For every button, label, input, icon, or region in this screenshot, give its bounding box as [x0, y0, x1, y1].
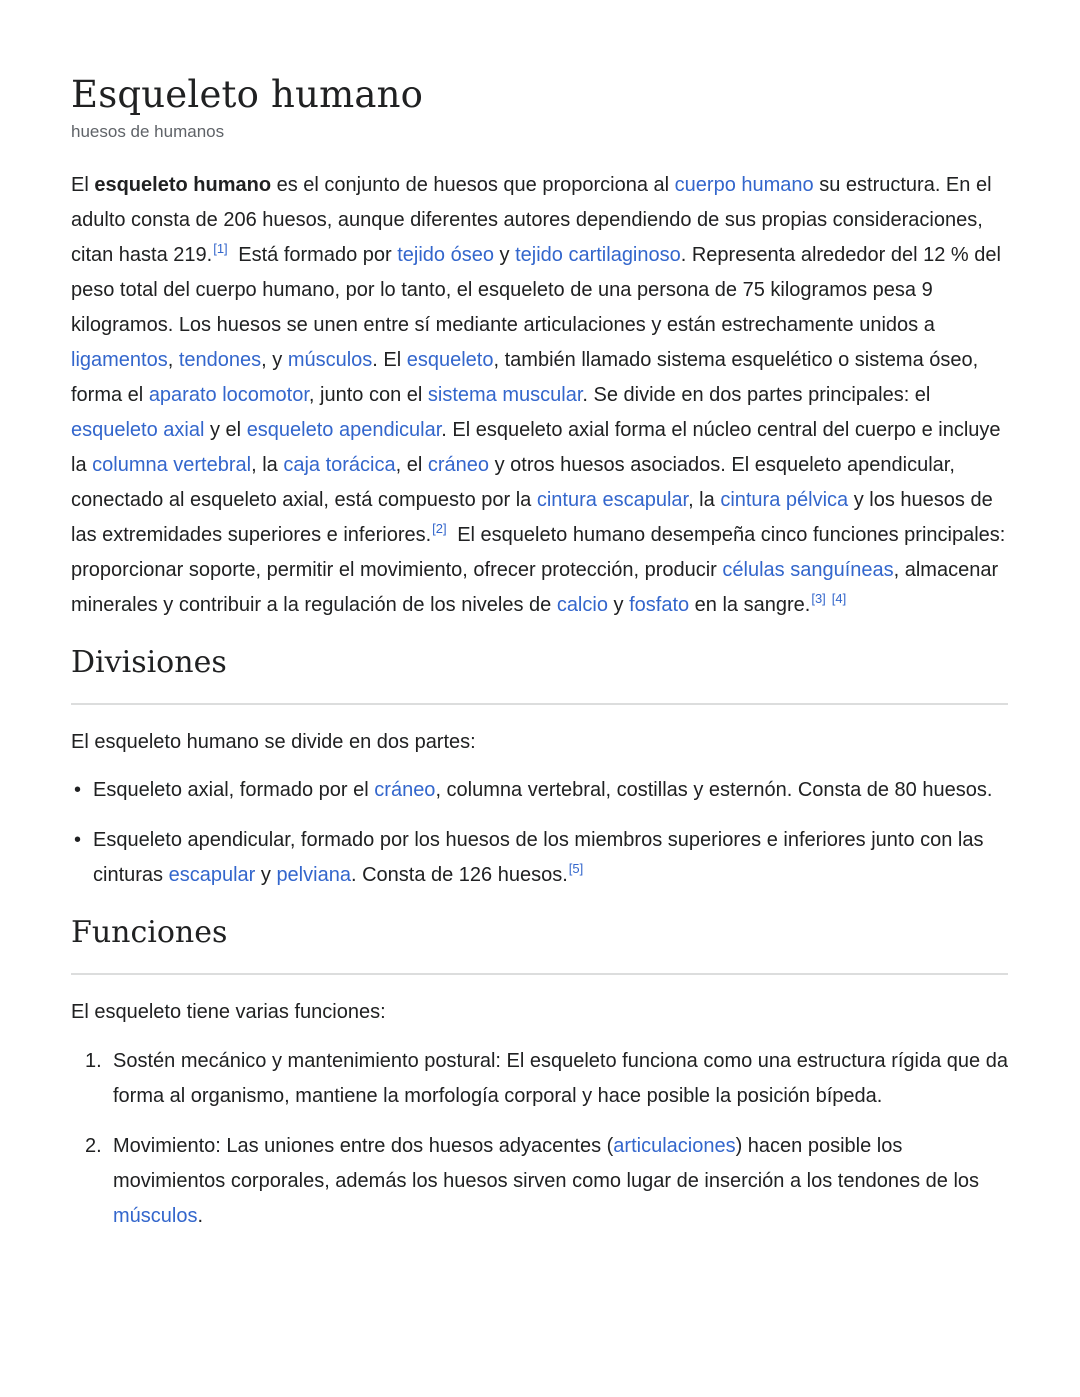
article-link[interactable]: escapular — [168, 863, 256, 886]
article-link[interactable]: músculos — [287, 348, 373, 371]
citation-sup — [432, 521, 446, 536]
article-link[interactable]: cintura pélvica — [720, 488, 849, 511]
article-link[interactable]: cráneo — [374, 778, 436, 801]
article-link[interactable]: columna vertebral — [92, 453, 252, 476]
article-link[interactable]: sistema muscular — [427, 383, 583, 406]
list-item-movimiento: Movimiento: Las uniones entre dos huesos adyacentes (articulaciones) hacen posible los movimientos corporales, además los huesos sirven como lugar de inserción a los tendones de los músculos. — [113, 1134, 980, 1227]
list-item-esqueleto-axial: • Esqueleto axial, formado por el cráneo, columna vertebral, costillas y esternón. Consta de 80 huesos. — [71, 773, 1008, 808]
article-link[interactable]: tejido cartilaginoso — [515, 243, 681, 266]
article-link[interactable]: células sanguíneas — [722, 558, 894, 581]
citation-sup — [569, 861, 583, 876]
article-link[interactable]: cintura escapular — [536, 488, 689, 511]
citation-sup — [832, 591, 846, 606]
section-heading-funciones: Funciones — [71, 914, 228, 950]
section-divider — [71, 703, 1008, 705]
article-link[interactable]: articulaciones — [613, 1134, 736, 1157]
article-link[interactable]: pelviana — [276, 863, 351, 886]
functions-list — [71, 1044, 1008, 1234]
article-link[interactable]: caja torácica — [283, 453, 396, 476]
list-item-sosten-mecanico: Sostén mecánico y mantenimiento postural: El esqueleto funciona como una estructura rígida que da forma al organismo, mantiene la morfología corporal y hace posible la posición bípeda. — [113, 1049, 1008, 1107]
bold-text: esqueleto humano — [94, 173, 272, 196]
list-item-esqueleto-apendicular: • Esqueleto apendicular, formado por los huesos de los miembros superiores e inferiores junto con las cinturas escapular y pelviana. Consta de 126 huesos.[5] — [71, 823, 1008, 893]
article-link[interactable]: esqueleto apendicular — [246, 418, 442, 441]
article-link[interactable]: tejido óseo — [397, 243, 494, 266]
article-link[interactable]: fosfato — [629, 593, 690, 616]
article-link[interactable]: calcio — [556, 593, 608, 616]
divisions-list — [71, 773, 1008, 893]
citation-link[interactable]: [4] — [831, 590, 847, 606]
article-link[interactable]: esqueleto — [406, 348, 494, 371]
funciones-intro: El esqueleto tiene varias funciones: — [71, 1000, 386, 1023]
citation-link[interactable]: [2] — [432, 520, 447, 536]
article-link[interactable]: aparato locomotor — [148, 383, 309, 406]
citation-link[interactable]: [5] — [568, 860, 584, 876]
citation-sup — [811, 591, 825, 606]
page-subtitle: huesos de humanos — [71, 121, 225, 141]
section-divider — [71, 973, 1008, 975]
intro-paragraph: El esqueleto humano es el conjunto de huesos que proporciona al cuerpo humano su estructura. En el adulto consta de 206 huesos, aunque diferentes autores dependiendo de sus propias consideraciones, citan hasta 219.[1] Está formado por tejido óseo y tejido cartilaginoso. Representa alrededor del 12 % del peso total del cuerpo humano, por lo tanto, el esqueleto de una persona de 75 kilogramos pesa 9 kilogramos. Los huesos se unen entre sí mediante articulaciones y están estrechamente unidos a ligamentos, tendones, y músculos. El esqueleto, también llamado sistema esquelético o sistema óseo, forma el aparato locomotor, junto con el sistema muscular. Se divide en dos partes principales: el esqueleto axial y el esqueleto apendicular. El esqueleto axial forma el núcleo central del cuerpo e incluye la columna vertebral, la caja torácica, el cráneo y otros huesos asociados. El esqueleto apendicular, conectado al esqueleto axial, está compuesto por la cintura escapular, la cintura pélvica y los huesos de las extremidades superiores e inferiores.[2] El esqueleto humano desempeña cinco funciones principales: proporcionar soporte, permitir el movimiento, ofrecer protección, producir células sanguíneas, almacenar minerales y contribuir a la regulación de los niveles de calcio y fosfato en la sangre.[3] [4] — [71, 173, 1006, 616]
article-link[interactable]: músculos — [113, 1204, 198, 1227]
citation-link[interactable]: [1] — [213, 240, 228, 256]
article-link[interactable]: esqueleto axial — [71, 418, 205, 441]
article-link[interactable]: ligamentos — [71, 348, 168, 371]
article-link[interactable]: cráneo — [427, 453, 490, 476]
article-link[interactable]: cuerpo humano — [674, 173, 814, 196]
citation-link[interactable]: [3] — [811, 590, 826, 606]
citation-sup — [213, 241, 227, 256]
divisiones-intro: El esqueleto humano se divide en dos partes: — [71, 730, 476, 753]
article-link[interactable]: tendones — [178, 348, 262, 371]
section-heading-divisiones: Divisiones — [71, 644, 227, 680]
page-title: Esqueleto humano — [71, 73, 424, 116]
